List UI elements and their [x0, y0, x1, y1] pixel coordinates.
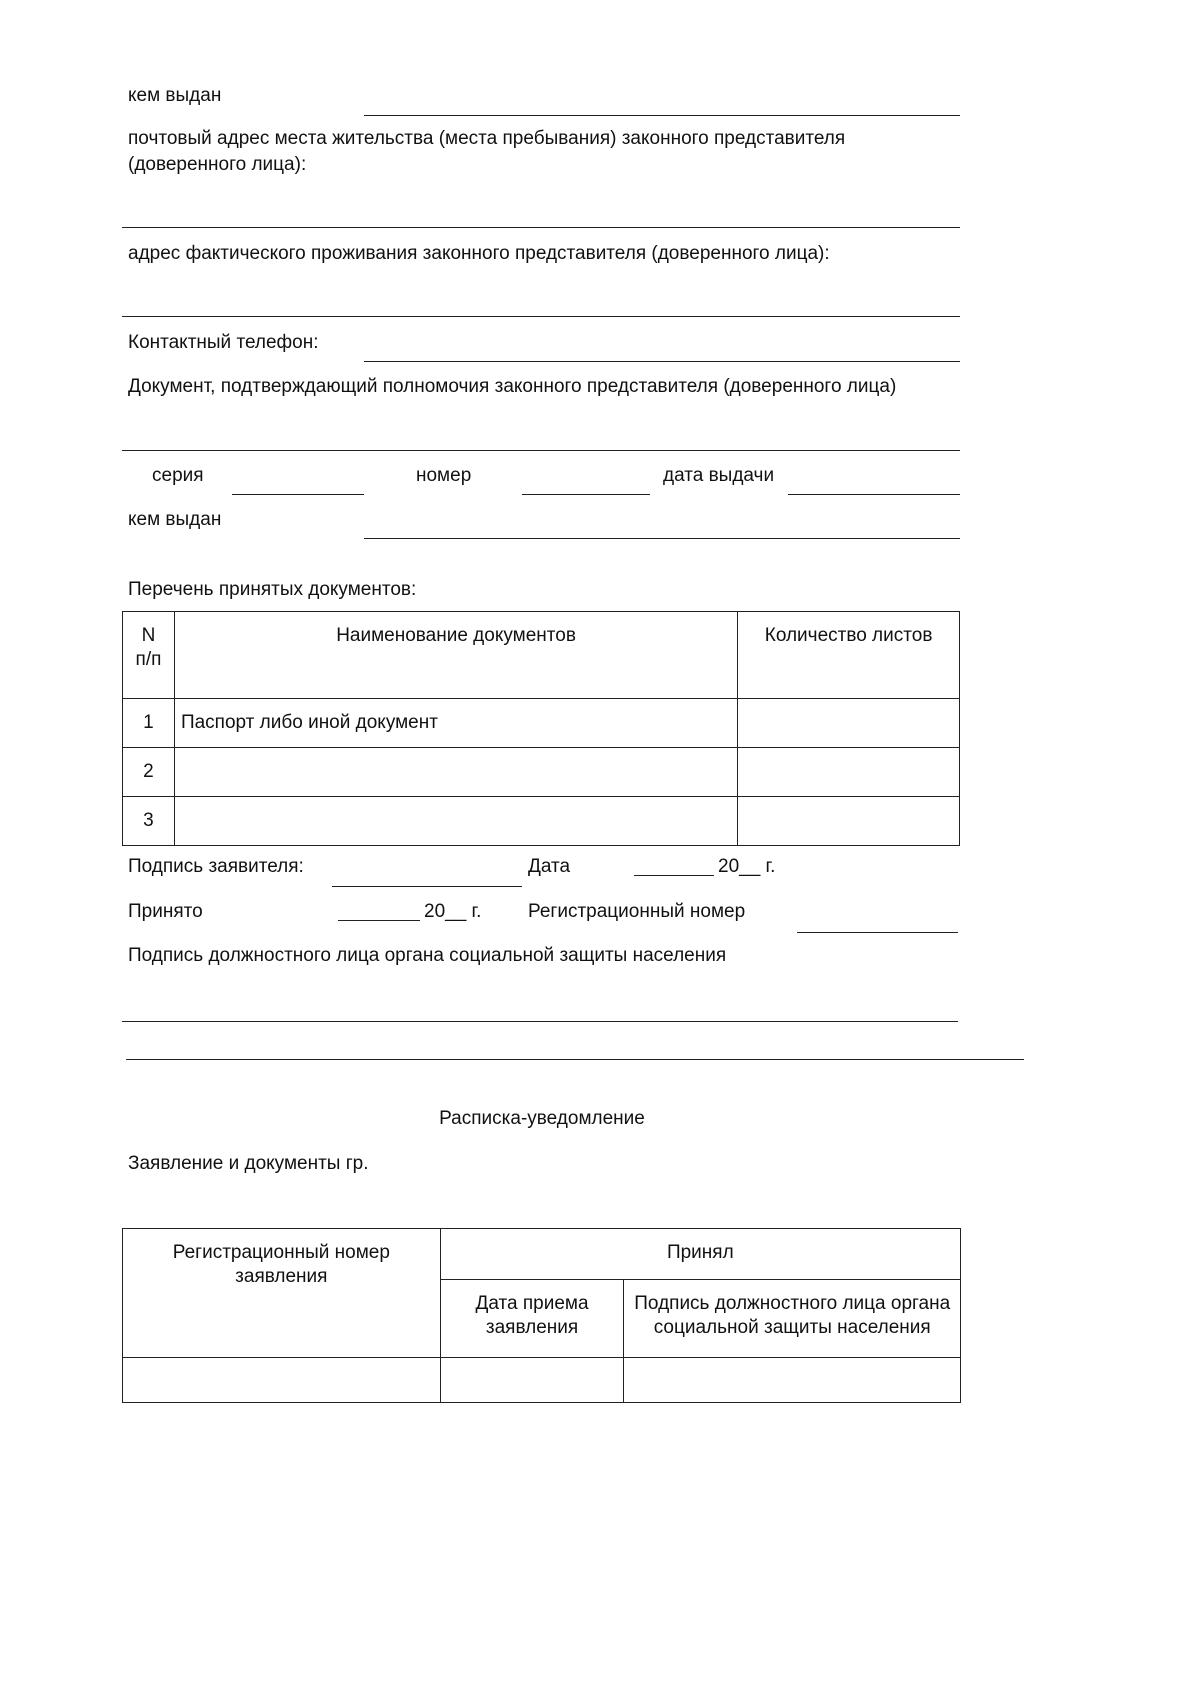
series-label: серия [152, 465, 204, 486]
receipt-header-sig-line1: Подпись должностного лица органа [634, 1292, 951, 1314]
row-sheets[interactable] [738, 797, 960, 846]
documents-table [122, 611, 960, 846]
documents-header-row [123, 612, 960, 699]
actual-address-field[interactable] [122, 316, 960, 317]
official-signature-label: Подпись должностного лица органа социальной защиты населения [128, 945, 727, 966]
reg-number-label: Регистрационный номер [528, 901, 746, 922]
table-row [123, 797, 960, 846]
row-num: 1 [123, 699, 175, 748]
header-num-line2: п/п [135, 649, 162, 670]
accepted-date-field[interactable] [338, 920, 420, 921]
issue-date-label: дата выдачи [663, 465, 775, 486]
applicant-signature-field[interactable] [332, 886, 522, 887]
table-row [123, 699, 960, 748]
receipt-date-cell[interactable] [440, 1358, 624, 1403]
receipt-header-reg-line1: Регистрационный номер [172, 1242, 390, 1263]
issue-date-field[interactable] [788, 494, 960, 495]
receipt-header-date-line2: заявления [485, 1316, 579, 1338]
receipt-reg-cell[interactable] [123, 1358, 441, 1403]
row-sheets[interactable] [738, 699, 960, 748]
receipt-header-sig-line2: социальной защиты населения [653, 1316, 931, 1338]
date-label: Дата [528, 856, 571, 877]
header-name: Наименование документов [174, 612, 737, 699]
receipt-title: Расписка-уведомление [439, 1108, 645, 1129]
row-name[interactable]: Паспорт либо иной документ [174, 699, 737, 748]
header-sheets: Количество листов [738, 612, 960, 699]
postal-address-field[interactable] [122, 227, 960, 228]
row-name[interactable] [174, 797, 737, 846]
number-field[interactable] [522, 494, 650, 495]
authority-doc-label: Документ, подтверждающий полномочия законного представителя (доверенного лица) [128, 376, 897, 397]
applicant-signature-label: Подпись заявителя: [128, 856, 304, 877]
authority-doc-field[interactable] [122, 450, 960, 451]
accepted-label: Принято [128, 901, 203, 922]
cut-line [126, 1059, 1024, 1060]
date-field[interactable] [634, 875, 714, 876]
phone-field[interactable] [364, 361, 960, 362]
receipt-statement: Заявление и документы гр. [128, 1153, 369, 1174]
receipt-header-date-line1: Дата приема [475, 1292, 589, 1314]
receipt-header-row [123, 1229, 961, 1280]
row-num: 3 [123, 797, 175, 846]
header-num-line1: N [141, 625, 156, 646]
phone-label: Контактный телефон: [128, 332, 319, 353]
row-sheets[interactable] [738, 748, 960, 797]
issued-by-field[interactable] [364, 115, 960, 116]
doc-issued-by-label: кем выдан [128, 509, 222, 530]
header-num [123, 612, 175, 699]
accepted-year: 20__ г. [424, 901, 482, 922]
postal-address-label-line1: почтовый адрес места жительства (места пребывания) законного представителя [128, 128, 846, 149]
doc-issued-by-field[interactable] [364, 538, 960, 539]
receipt-header-accepted: Принял [440, 1229, 960, 1280]
actual-address-label: адрес фактического проживания законного представителя (доверенного лица): [128, 243, 830, 264]
official-signature-field[interactable] [122, 1021, 958, 1022]
receipt-header-reg [123, 1229, 441, 1358]
date-year: 20__ г. [718, 856, 776, 877]
row-num: 2 [123, 748, 175, 797]
receipt-header-reg-line2: заявления [235, 1266, 328, 1287]
table-row [123, 1358, 961, 1403]
reg-number-field[interactable] [797, 932, 958, 933]
postal-address-label-line2: (доверенного лица): [128, 154, 307, 175]
table-row [123, 748, 960, 797]
row-name[interactable] [174, 748, 737, 797]
issued-by-label: кем выдан [128, 85, 222, 106]
documents-title: Перечень принятых документов: [128, 579, 417, 600]
receipt-header-date [440, 1279, 624, 1357]
receipt-header-signature [624, 1279, 961, 1357]
number-label: номер [416, 465, 472, 486]
receipt-table [122, 1228, 961, 1403]
receipt-signature-cell[interactable] [624, 1358, 961, 1403]
series-field[interactable] [232, 494, 364, 495]
